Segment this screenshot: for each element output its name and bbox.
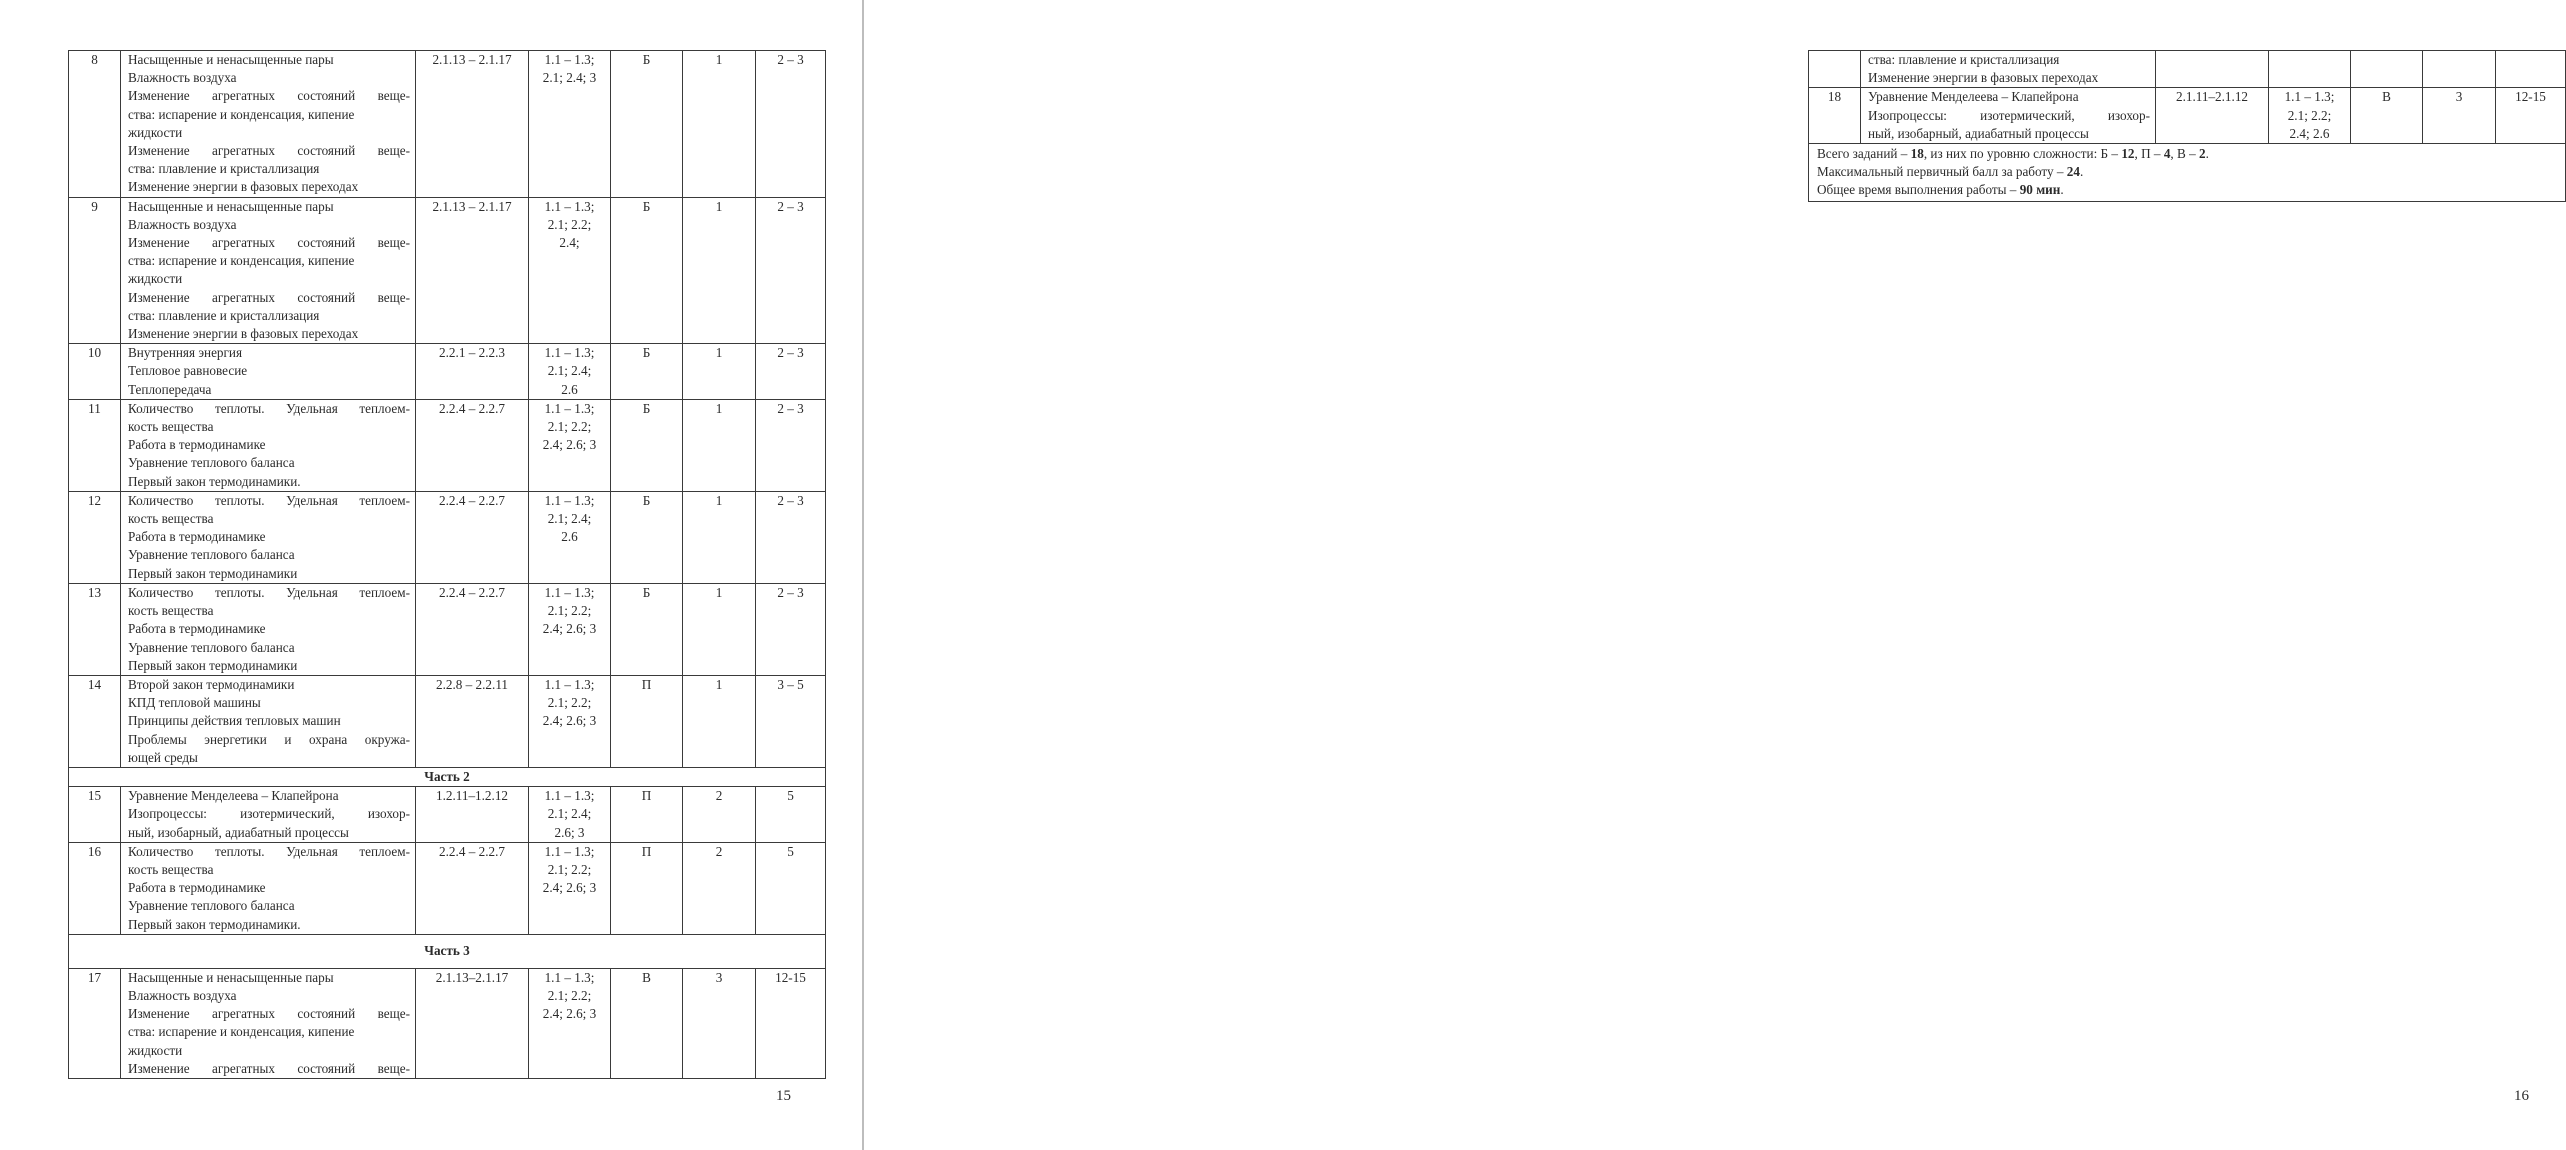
- req-line: 2.1; 2.4;: [547, 511, 592, 527]
- req-line: 2.1; 2.2;: [547, 987, 592, 1003]
- level-cell: Б: [611, 491, 683, 583]
- req-line: 1.1 – 1.3;: [544, 52, 595, 67]
- section-header-row: [69, 934, 826, 968]
- req-line: 2.6; 3: [554, 824, 585, 840]
- table-row: [69, 399, 826, 491]
- summary-row: [1809, 144, 2566, 202]
- section-header-row: [69, 767, 826, 786]
- requirements-cell: [529, 787, 611, 843]
- topic-cell: [1861, 88, 2156, 144]
- level-cell: В: [611, 968, 683, 1078]
- time-cell: 2 – 3: [756, 491, 826, 583]
- score-cell: 1: [683, 583, 756, 675]
- topic-line: Насыщенные и ненасыщенные пары: [128, 52, 334, 67]
- summary-value: 24: [2066, 164, 2080, 180]
- score-cell: 2: [683, 842, 756, 934]
- req-line: 1.1 – 1.3;: [544, 969, 595, 985]
- req-line: 2.6: [561, 529, 578, 545]
- task-number-cell: 8: [69, 51, 121, 198]
- table-row: [69, 675, 826, 767]
- page-number: 15: [776, 1088, 791, 1104]
- time-cell: 12-15: [756, 968, 826, 1078]
- requirements-cell: [529, 842, 611, 934]
- topic-line: Насыщенные и ненасыщенные пары: [128, 198, 334, 214]
- topic-line: жидкости: [128, 124, 183, 140]
- topic-line: кость вещества: [128, 419, 214, 435]
- req-line: 2.4; 2.6; 3: [542, 437, 597, 453]
- codes-cell: 2.1.13 – 2.1.17: [416, 51, 529, 198]
- score-cell: 1: [683, 491, 756, 583]
- summary-text: , П –: [2134, 146, 2164, 162]
- score-cell: 1: [683, 51, 756, 198]
- topic-line: ства: испарение и конденсация, кипение: [128, 106, 355, 122]
- topic-line: Изопроцессы: изотермический, изохор-: [128, 806, 410, 822]
- codes-cell: 2.1.13 – 2.1.17: [416, 197, 529, 344]
- topic-line: Первый закон термодинамики.: [128, 473, 301, 489]
- time-cell: 2 – 3: [756, 583, 826, 675]
- table-row-continuation: [1809, 51, 2566, 88]
- topic-line: Работа в термодинамике: [128, 437, 266, 453]
- req-line: 2.4; 2.6; 3: [542, 621, 597, 637]
- task-number-cell: 17: [69, 968, 121, 1078]
- task-number-cell: 15: [69, 787, 121, 843]
- requirements-cell: [529, 197, 611, 344]
- topic-cell: [121, 344, 416, 400]
- table-row: [69, 491, 826, 583]
- summary-text: Общее время выполнения работы –: [1817, 182, 2020, 198]
- level-cell: [2351, 51, 2423, 88]
- score-cell: 1: [683, 197, 756, 344]
- task-number-cell: 18: [1809, 88, 1861, 144]
- topic-line: Изменение энергии в фазовых переходах: [1868, 70, 2099, 86]
- topic-line: ства: испарение и конденсация, кипение: [128, 1024, 355, 1040]
- topic-line: Принципы действия тепловых машин: [128, 713, 341, 729]
- req-line: 1.1 – 1.3;: [544, 788, 595, 804]
- topic-line: Теплопередача: [128, 381, 212, 397]
- summary-text: .: [2060, 182, 2064, 198]
- topic-line: Количество теплоты. Удельная теплоем-: [128, 400, 410, 416]
- level-cell: Б: [611, 344, 683, 400]
- req-line: 2.4; 2.6; 3: [542, 1006, 597, 1022]
- topic-line: Работа в термодинамике: [128, 529, 266, 545]
- time-cell: 2 – 3: [756, 51, 826, 198]
- section-header-part-3: Часть 3: [69, 934, 826, 968]
- time-cell: 5: [756, 842, 826, 934]
- score-cell: 1: [683, 399, 756, 491]
- task-number-cell: 14: [69, 675, 121, 767]
- task-number-cell: 11: [69, 399, 121, 491]
- req-line: 2.6: [561, 381, 578, 397]
- topic-cell: [121, 197, 416, 344]
- time-cell: 3 – 5: [756, 675, 826, 767]
- time-cell: [2496, 51, 2566, 88]
- codes-cell: 2.2.4 – 2.2.7: [416, 491, 529, 583]
- topic-line: Первый закон термодинамики.: [128, 916, 301, 932]
- topic-line: ства: плавление и кристаллизация: [1868, 52, 2060, 67]
- topic-cell: [121, 51, 416, 198]
- topic-cell: [121, 491, 416, 583]
- score-cell: 1: [683, 675, 756, 767]
- topic-cell: [121, 675, 416, 767]
- topic-line: Первый закон термодинамики: [128, 657, 298, 673]
- topic-line: Работа в термодинамике: [128, 621, 266, 637]
- topic-line: Первый закон термодинамики: [128, 565, 298, 581]
- topic-line: Изменение энергии в фазовых переходах: [128, 179, 359, 195]
- topic-line: Работа в термодинамике: [128, 880, 266, 896]
- topic-line: Количество теплоты. Удельная теплоем-: [128, 843, 410, 859]
- topic-line: Влажность воздуха: [128, 987, 237, 1003]
- time-cell: 5: [756, 787, 826, 843]
- requirements-cell: [2269, 88, 2351, 144]
- topic-cell: [121, 842, 416, 934]
- level-cell: П: [611, 787, 683, 843]
- summary-text: Максимальный первичный балл за работу –: [1817, 164, 2067, 180]
- summary-cell: [1809, 144, 2566, 202]
- requirements-cell: [529, 399, 611, 491]
- summary-text: , из них по уровню сложности: Б –: [1923, 146, 2122, 162]
- task-number-cell: 16: [69, 842, 121, 934]
- summary-value: 2: [2199, 146, 2206, 162]
- topic-cell: [121, 787, 416, 843]
- requirements-cell: [529, 51, 611, 198]
- req-line: 1.1 – 1.3;: [544, 492, 595, 508]
- summary-text: , В –: [2170, 146, 2199, 162]
- specification-table-right: [1808, 50, 2566, 202]
- table-row: [69, 968, 826, 1078]
- topic-line: Изменение агрегатных состояний веще-: [128, 1060, 410, 1076]
- codes-cell: 2.2.4 – 2.2.7: [416, 842, 529, 934]
- table-row: [69, 583, 826, 675]
- topic-line: Уравнение Менделеева – Клапейрона: [1868, 89, 2079, 105]
- topic-line: Изменение агрегатных состояний веще-: [128, 143, 410, 159]
- codes-cell: 2.1.13–2.1.17: [416, 968, 529, 1078]
- topic-line: ства: плавление и кристаллизация: [128, 307, 320, 323]
- right-page: [864, 0, 2546, 1150]
- topic-cell: [121, 968, 416, 1078]
- topic-line: Изменение агрегатных состояний веще-: [128, 289, 410, 305]
- req-line: 2.4; 2.6: [2289, 125, 2330, 141]
- topic-line: ный, изобарный, адиабатный процессы: [1868, 125, 2089, 141]
- summary-max-score: [1817, 163, 2557, 181]
- time-cell: 12-15: [2496, 88, 2566, 144]
- topic-line: Второй закон термодинамики: [128, 676, 295, 692]
- topic-line: кость вещества: [128, 603, 214, 619]
- summary-text: Всего заданий –: [1817, 146, 1911, 162]
- summary-total-time: [1817, 181, 2557, 199]
- score-cell: 3: [2423, 88, 2496, 144]
- topic-line: Количество теплоты. Удельная теплоем-: [128, 492, 410, 508]
- level-cell: В: [2351, 88, 2423, 144]
- level-cell: Б: [611, 197, 683, 344]
- requirements-cell: [2269, 51, 2351, 88]
- requirements-cell: [529, 491, 611, 583]
- section-header-part-2: Часть 2: [69, 767, 826, 786]
- topic-line: ства: плавление и кристаллизация: [128, 161, 320, 177]
- req-line: 1.1 – 1.3;: [544, 345, 595, 361]
- left-page: [0, 0, 862, 1150]
- req-line: 2.1; 2.4;: [547, 363, 592, 379]
- table-row: [69, 51, 826, 198]
- level-cell: Б: [611, 51, 683, 198]
- req-line: 2.1; 2.2;: [547, 603, 592, 619]
- topic-line: ный, изобарный, адиабатный процессы: [128, 824, 349, 840]
- codes-cell: 2.2.4 – 2.2.7: [416, 399, 529, 491]
- topic-line: Уравнение теплового баланса: [128, 455, 295, 471]
- req-line: 2.1; 2.2;: [547, 419, 592, 435]
- topic-line: кость вещества: [128, 861, 214, 877]
- req-line: 2.1; 2.2;: [547, 695, 592, 711]
- topic-cell: [121, 399, 416, 491]
- topic-line: жидкости: [128, 1042, 183, 1058]
- topic-line: ющей среды: [128, 749, 198, 765]
- table-row: [1809, 88, 2566, 144]
- summary-total-tasks: [1817, 145, 2557, 163]
- topic-line: Уравнение теплового баланса: [128, 639, 295, 655]
- req-line: 2.4; 2.6; 3: [542, 880, 597, 896]
- topic-line: Проблемы энергетики и охрана окружа-: [128, 731, 410, 747]
- req-line: 2.1; 2.4;: [547, 806, 592, 822]
- level-cell: Б: [611, 583, 683, 675]
- page-number: 16: [2514, 1088, 2529, 1104]
- codes-cell: 2.2.4 – 2.2.7: [416, 583, 529, 675]
- task-number-cell: 10: [69, 344, 121, 400]
- req-line: 1.1 – 1.3;: [544, 843, 595, 859]
- topic-line: ства: испарение и конденсация, кипение: [128, 253, 355, 269]
- topic-line: Изменение агрегатных состояний веще-: [128, 1006, 410, 1022]
- requirements-cell: [529, 968, 611, 1078]
- topic-line: Уравнение теплового баланса: [128, 898, 295, 914]
- req-line: 2.1; 2.2;: [547, 861, 592, 877]
- score-cell: 3: [683, 968, 756, 1078]
- level-cell: П: [611, 842, 683, 934]
- table-body: [1809, 51, 2566, 202]
- requirements-cell: [529, 583, 611, 675]
- topic-line: Насыщенные и ненасыщенные пары: [128, 969, 334, 985]
- req-line: 1.1 – 1.3;: [544, 198, 595, 214]
- topic-line: Тепловое равновесие: [128, 363, 248, 379]
- req-line: 2.1; 2.2;: [2287, 107, 2332, 123]
- codes-cell: 1.2.11–1.2.12: [416, 787, 529, 843]
- time-cell: 2 – 3: [756, 344, 826, 400]
- topic-line: Влажность воздуха: [128, 70, 237, 86]
- time-cell: 2 – 3: [756, 197, 826, 344]
- table-row: [69, 197, 826, 344]
- task-number-cell: 9: [69, 197, 121, 344]
- req-line: 2.4;: [559, 235, 580, 251]
- topic-line: кость вещества: [128, 511, 214, 527]
- summary-text: .: [2079, 164, 2084, 180]
- score-cell: 1: [683, 344, 756, 400]
- requirements-cell: [529, 675, 611, 767]
- level-cell: П: [611, 675, 683, 767]
- time-cell: 2 – 3: [756, 399, 826, 491]
- summary-value: 18: [1910, 146, 1924, 162]
- summary-text: .: [2205, 146, 2209, 162]
- summary-value: 90 мин: [2019, 182, 2061, 198]
- topic-line: Влажность воздуха: [128, 216, 237, 232]
- codes-cell: [2156, 51, 2269, 88]
- task-number-cell: 13: [69, 583, 121, 675]
- specification-table-left: [68, 50, 826, 1079]
- req-line: 1.1 – 1.3;: [544, 400, 595, 416]
- topic-line: Изменение энергии в фазовых переходах: [128, 326, 359, 342]
- score-cell: 2: [683, 787, 756, 843]
- req-line: 1.1 – 1.3;: [544, 584, 595, 600]
- req-line: 2.1; 2.2;: [547, 216, 592, 232]
- topic-line: Количество теплоты. Удельная теплоем-: [128, 584, 410, 600]
- summary-value: 12: [2121, 146, 2135, 162]
- codes-cell: 2.2.1 – 2.2.3: [416, 344, 529, 400]
- table-body: [69, 51, 826, 1079]
- requirements-cell: [529, 344, 611, 400]
- topic-line: Уравнение теплового баланса: [128, 547, 295, 563]
- score-cell: [2423, 51, 2496, 88]
- topic-line: КПД тепловой машины: [128, 695, 261, 711]
- topic-line: Изопроцессы: изотермический, изохор-: [1868, 107, 2150, 123]
- topic-line: Уравнение Менделеева – Клапейрона: [128, 788, 339, 804]
- table-row: [69, 842, 826, 934]
- req-line: 1.1 – 1.3;: [544, 676, 595, 692]
- task-number-cell: 12: [69, 491, 121, 583]
- topic-cell: [121, 583, 416, 675]
- topic-line: Внутренняя энергия: [128, 345, 243, 361]
- topic-line: Изменение агрегатных состояний веще-: [128, 88, 410, 104]
- level-cell: Б: [611, 399, 683, 491]
- req-line: 2.4; 2.6; 3: [542, 713, 597, 729]
- summary-value: 4: [2163, 146, 2171, 162]
- codes-cell: 2.2.8 – 2.2.11: [416, 675, 529, 767]
- topic-line: Изменение агрегатных состояний веще-: [128, 235, 410, 251]
- table-row: [69, 787, 826, 843]
- req-line: 2.1; 2.4; 3: [542, 70, 597, 86]
- req-line: 1.1 – 1.3;: [2284, 89, 2335, 105]
- topic-cell: [1861, 51, 2156, 88]
- task-number-cell: [1809, 51, 1861, 88]
- table-row: [69, 344, 826, 400]
- codes-cell: 2.1.11–2.1.12: [2156, 88, 2269, 144]
- topic-line: жидкости: [128, 271, 183, 287]
